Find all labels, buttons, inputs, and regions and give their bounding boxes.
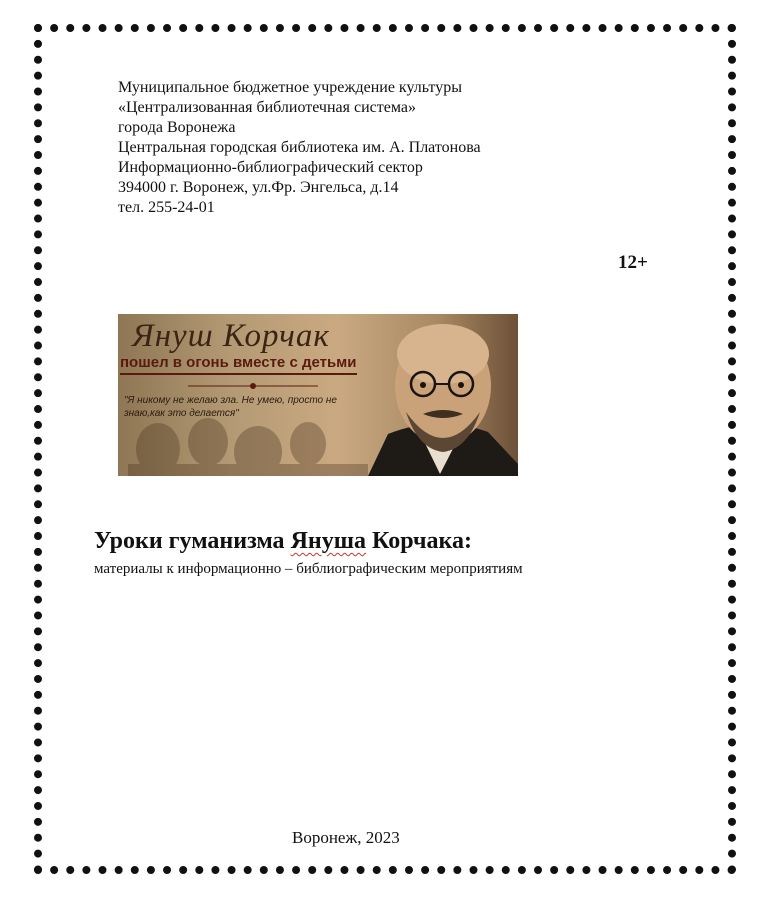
title-part: Корчака: bbox=[365, 528, 472, 554]
age-rating: 12+ bbox=[618, 252, 648, 273]
header-line: «Централизованная библиотечная система» bbox=[118, 99, 416, 116]
header-line: Информационно-библиографический сектор bbox=[118, 159, 423, 176]
city-year: Воронеж, 2023 bbox=[292, 828, 400, 847]
title-part: Уроки гуманизма bbox=[94, 528, 291, 554]
organization-header bbox=[118, 78, 481, 218]
banner-name: Януш Корчак bbox=[132, 318, 330, 354]
banner-subtitle: пошел в огонь вместе с детьми bbox=[120, 354, 357, 375]
document-title bbox=[94, 528, 472, 555]
header-line: тел. 255-24-01 bbox=[118, 199, 215, 216]
korczak-banner-image bbox=[118, 314, 518, 476]
title-misspelled-word: Януша bbox=[290, 528, 366, 554]
header-line: Муниципальное бюджетное учреждение культуры bbox=[118, 79, 462, 96]
header-line: Центральная городская библиотека им. А. Платонова bbox=[118, 139, 481, 156]
document-subtitle: материалы к информационно – библиографическим мероприятиям bbox=[94, 561, 523, 577]
header-line: 394000 г. Воронеж, ул.Фр. Энгельса, д.14 bbox=[118, 179, 399, 196]
banner-quote: "Я никому не желаю зла. Не умею, просто не знаю,как это делается" bbox=[124, 395, 337, 419]
header-line: города Воронежа bbox=[118, 119, 236, 136]
